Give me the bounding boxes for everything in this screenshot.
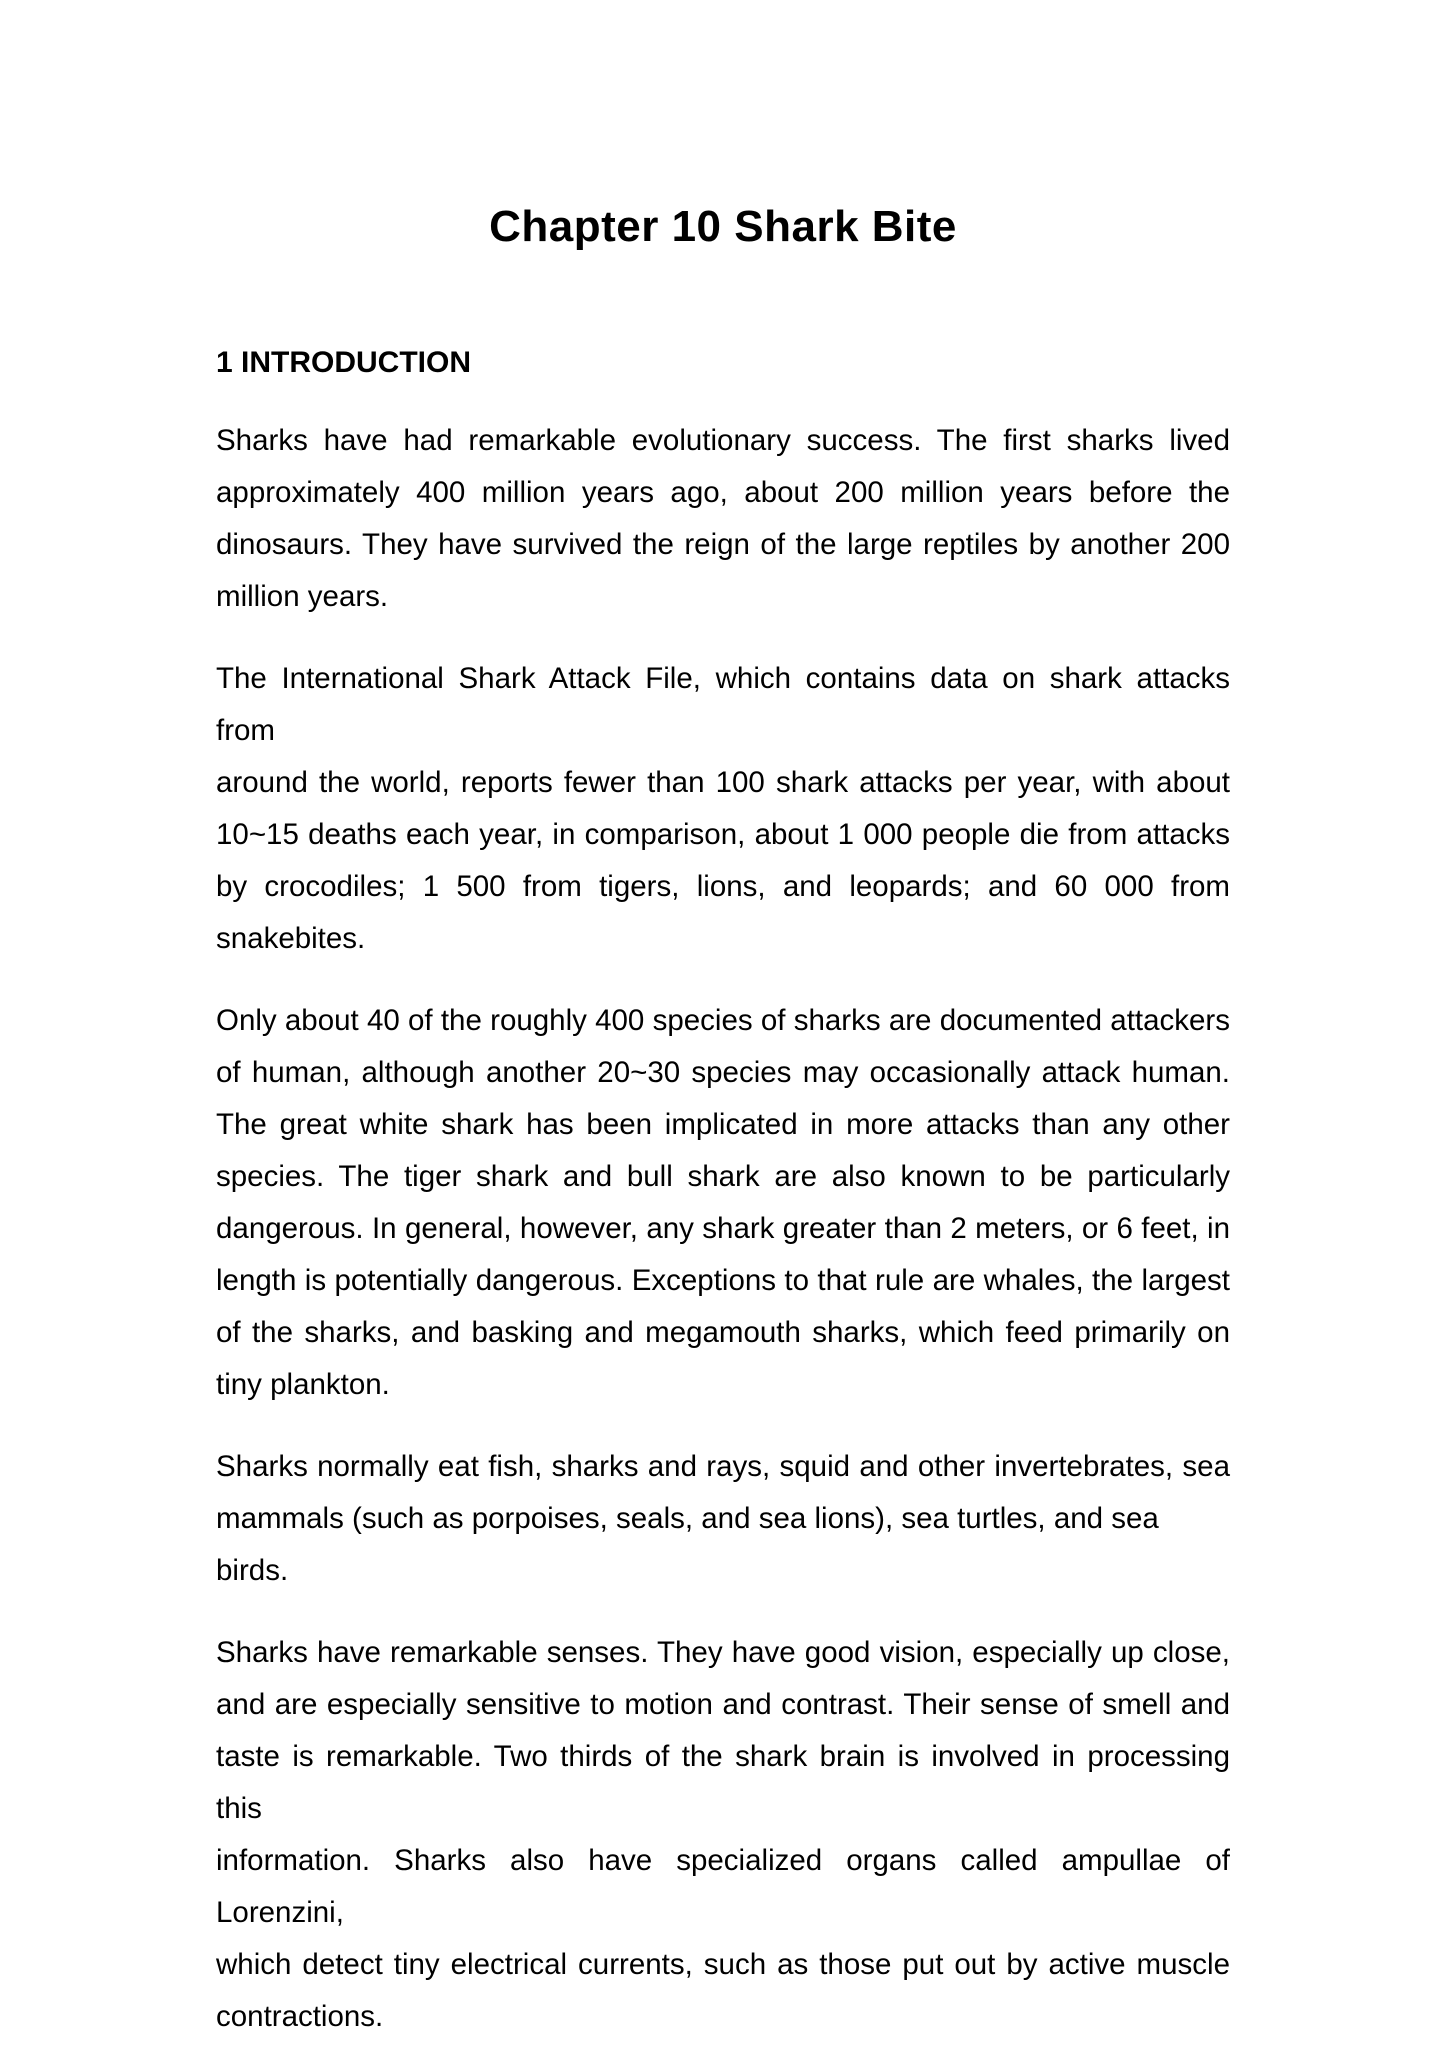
paragraph: [216, 415, 1230, 623]
paragraph-line: length is potentially dangerous. Exceptions to that rule are whales, the largest: [216, 1264, 1230, 1297]
paragraph-line: which detect tiny electrical currents, such as those put out by active muscle: [216, 1948, 1230, 1981]
paragraph-line: Only about 40 of the roughly 400 species of sharks are documented attackers: [216, 1004, 1230, 1037]
paragraph-line: species. The tiger shark and bull shark are also known to be particularly: [216, 1160, 1230, 1193]
paragraph-line: contractions.: [216, 2000, 384, 2033]
paragraph-line: of human, although another 20~30 species may occasionally attack human.: [216, 1056, 1230, 1089]
paragraph-line: by crocodiles; 1 500 from tigers, lions, and leopards; and 60 000 from: [216, 870, 1230, 903]
paragraph-line: approximately 400 million years ago, about 200 million years before the: [216, 476, 1230, 509]
paragraph-line: Sharks have remarkable senses. They have good vision, especially up close,: [216, 1636, 1230, 1669]
paragraph-line: snakebites.: [216, 922, 366, 955]
paragraph-line: dinosaurs. They have survived the reign of the large reptiles by another 200: [216, 528, 1230, 561]
paragraph-line: million years.: [216, 580, 389, 613]
paragraph-line: Sharks have had remarkable evolutionary success. The first sharks lived: [216, 424, 1230, 457]
paragraph: [216, 1627, 1230, 2043]
paragraph-line: information. Sharks also have specialized organs called ampullae of Lorenzini,: [216, 1844, 1230, 1929]
paragraph: [216, 1441, 1230, 1597]
paragraph-line: and are especially sensitive to motion and contrast. Their sense of smell and: [216, 1688, 1230, 1721]
paragraph-line: taste is remarkable. Two thirds of the shark brain is involved in processing this: [216, 1740, 1230, 1825]
paragraph-line: 10~15 deaths each year, in comparison, about 1 000 people die from attacks: [216, 818, 1230, 851]
paragraph-line: tiny plankton.: [216, 1368, 390, 1401]
body-paragraphs: [216, 415, 1230, 2043]
text-column: [216, 0, 1230, 2043]
paragraph: [216, 653, 1230, 965]
chapter-title: Chapter 10 Shark Bite: [489, 202, 957, 251]
paragraph-line: mammals (such as porpoises, seals, and sea lions), sea turtles, and sea birds.: [216, 1502, 1159, 1587]
paragraph-line: The great white shark has been implicated in more attacks than any other: [216, 1108, 1230, 1141]
paragraph: [216, 995, 1230, 1411]
paragraph-line: dangerous. In general, however, any shark greater than 2 meters, or 6 feet, in: [216, 1212, 1230, 1245]
paragraph-line: of the sharks, and basking and megamouth sharks, which feed primarily on: [216, 1316, 1230, 1349]
paragraph-line: The International Shark Attack File, which contains data on shark attacks from: [216, 662, 1230, 747]
paragraph-line: Sharks normally eat fish, sharks and rays, squid and other invertebrates, sea: [216, 1450, 1230, 1483]
section-heading: 1 INTRODUCTION: [216, 346, 471, 379]
paragraph-line: around the world, reports fewer than 100 shark attacks per year, with about: [216, 766, 1230, 799]
